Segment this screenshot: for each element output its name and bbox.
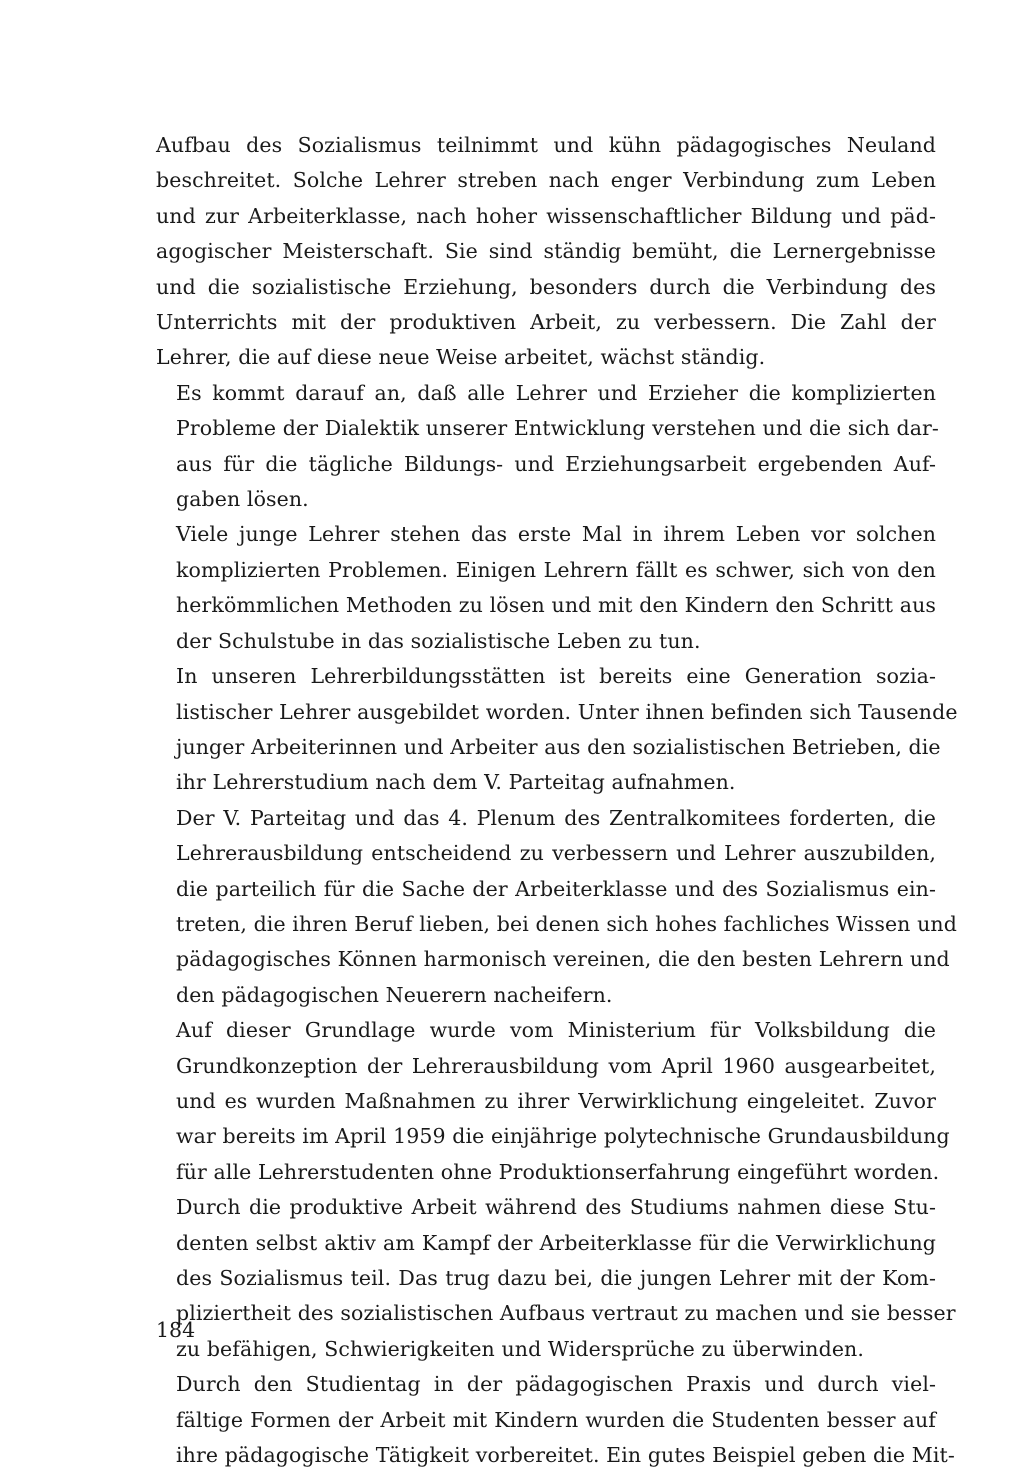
paragraph	[156, 1013, 956, 1367]
paragraph	[156, 659, 958, 801]
text-line: ihre pädagogische Tätigkeit vorbereitet. Ein gutes Beispiel geben die Mit-	[176, 1443, 955, 1468]
text-line: agogischer Meisterschaft. Sie sind ständig bemüht, die Lernergebnisse	[156, 239, 936, 264]
text-line: denten selbst aktiv am Kampf der Arbeiterklasse für die Verwirklichung	[176, 1230, 936, 1255]
text-line: Aufbau des Sozialismus teilnimmt und kühn pädagogisches Neuland	[156, 133, 936, 157]
text-line: In unseren Lehrerbildungsstätten ist bereits eine Generation sozia-	[176, 664, 936, 689]
paragraph	[156, 801, 957, 1013]
text-line: listischer Lehrer ausgebildet worden. Unter ihnen befinden sich Tausende	[176, 699, 958, 724]
text-line: des Sozialismus teil. Das trug dazu bei, die jungen Lehrer mit der Kom-	[176, 1266, 936, 1290]
text-line: pliziertheit des sozialistischen Aufbaus vertraut zu machen und sie besser	[176, 1301, 956, 1326]
page-number: 184	[156, 1318, 196, 1342]
paragraph	[156, 376, 939, 518]
text-line: junger Arbeiterinnen und Arbeiter aus den sozialistischen Betrieben, die	[176, 734, 941, 759]
text-line: Lehrerausbildung entscheidend zu verbessern und Lehrer auszubilden,	[176, 841, 936, 866]
text-line: treten, die ihren Beruf lieben, bei denen sich hohes fachliches Wissen und	[176, 911, 957, 936]
paragraph	[156, 128, 936, 376]
body-text	[156, 128, 958, 1473]
text-line: Unterrichts mit der produktiven Arbeit, zu verbessern. Die Zahl der	[156, 310, 936, 335]
text-line: und zur Arbeiterklasse, nach hoher wissenschaftlicher Bildung und päd-	[156, 203, 936, 228]
text-line: und die sozialistische Erziehung, besonders durch die Verbindung des	[156, 274, 936, 299]
text-line: Es kommt darauf an, daß alle Lehrer und Erzieher die komplizierten	[176, 380, 936, 405]
text-line: und es wurden Maßnahmen zu ihrer Verwirklichung eingeleitet. Zuvor	[176, 1088, 936, 1113]
paragraph	[156, 1367, 955, 1473]
text-line: Durch den Studientag in der pädagogischen Praxis und durch viel-	[176, 1372, 936, 1397]
text-line: Der V. Parteitag und das 4. Plenum des Zentralkomitees forderten, die	[176, 805, 936, 830]
text-line: herkömmlichen Methoden zu lösen und mit den Kindern den Schritt aus	[176, 593, 936, 618]
text-line: Durch die produktive Arbeit während des Studiums nahmen diese Stu-	[176, 1195, 936, 1220]
text-line: den pädagogischen Neuerern nacheifern.	[176, 982, 613, 1007]
text-line: der Schulstube in das sozialistische Leben zu tun.	[176, 628, 701, 653]
text-line: für alle Lehrerstudenten ohne Produktionserfahrung eingeführt worden.	[176, 1159, 940, 1184]
text-line: Lehrer, die auf diese neue Weise arbeitet, wächst ständig.	[156, 345, 766, 370]
text-line: Grundkonzeption der Lehrerausbildung vom April 1960 ausgearbeitet,	[176, 1053, 936, 1078]
text-line: pädagogisches Können harmonisch vereinen, die den besten Lehrern und	[176, 947, 950, 972]
text-line: komplizierten Problemen. Einigen Lehrern fällt es schwer, sich von den	[176, 557, 936, 582]
text-line: die parteilich für die Sache der Arbeiterklasse und des Sozialismus ein-	[176, 876, 936, 901]
text-line: ihr Lehrerstudium nach dem V. Parteitag aufnahmen.	[176, 770, 736, 795]
text-line: zu befähigen, Schwierigkeiten und Widersprüche zu überwinden.	[176, 1336, 864, 1361]
text-line: fältige Formen der Arbeit mit Kindern wurden die Studenten besser auf	[176, 1407, 936, 1432]
text-line: aus für die tägliche Bildungs- und Erziehungsarbeit ergebenden Auf-	[176, 451, 936, 476]
text-line: Viele junge Lehrer stehen das erste Mal in ihrem Leben vor solchen	[176, 522, 936, 547]
paragraph	[156, 517, 936, 659]
text-line: gaben lösen.	[176, 487, 309, 512]
text-line: war bereits im April 1959 die einjährige polytechnische Grundausbildung	[176, 1124, 950, 1149]
text-line: Probleme der Dialektik unserer Entwicklung verstehen und die sich dar-	[176, 416, 939, 441]
text-line: Auf dieser Grundlage wurde vom Ministerium für Volksbildung die	[176, 1018, 936, 1043]
text-line: beschreitet. Solche Lehrer streben nach enger Verbindung zum Leben	[156, 168, 936, 193]
